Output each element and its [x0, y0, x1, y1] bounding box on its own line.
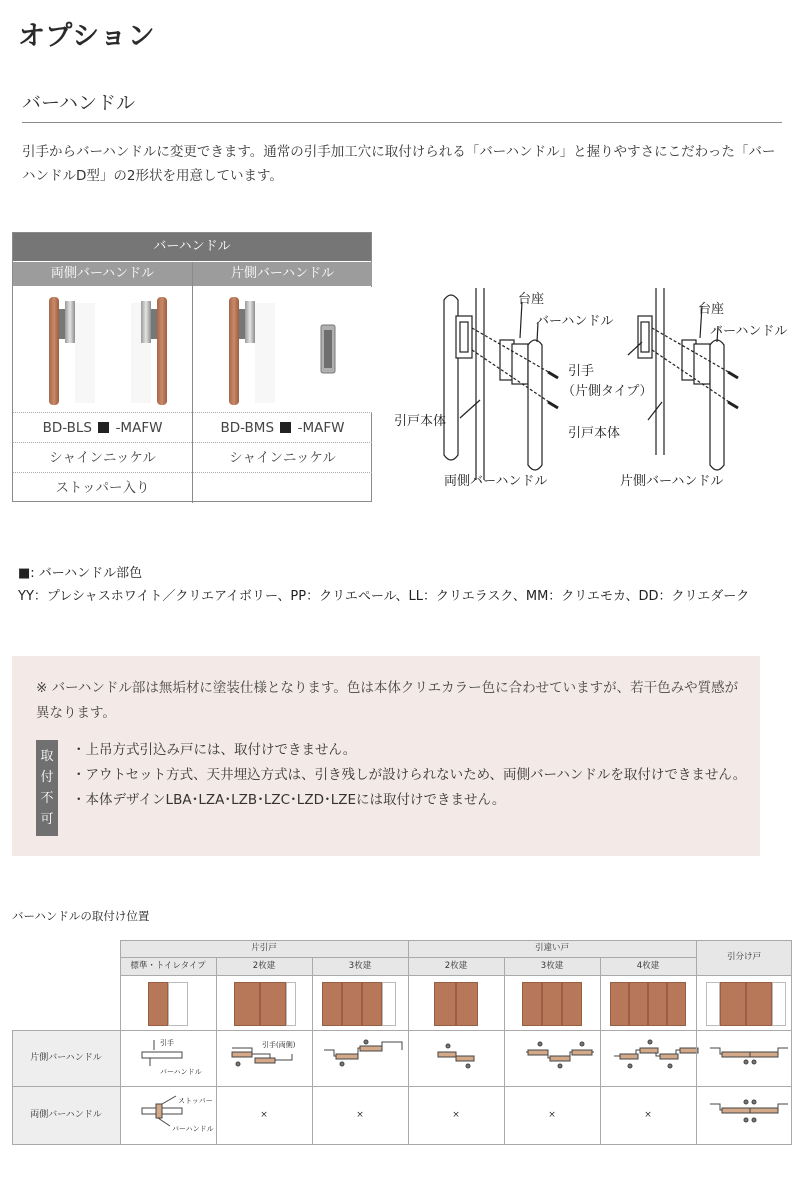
door-opening: [382, 982, 396, 1026]
product-table: [12, 232, 372, 502]
door-opening: [772, 982, 786, 1026]
label-bar-2: バーハンドル: [710, 324, 788, 339]
label-pull-both: 引手(両側): [262, 1041, 296, 1049]
position-table: [12, 940, 792, 1146]
caption-2: 片側バーハンドル: [620, 474, 724, 489]
position-section-title: バーハンドルの取付け位置: [12, 909, 150, 923]
col-header: 4枚建: [600, 957, 696, 975]
door-panel: [148, 982, 168, 1026]
single-handle-image: [193, 287, 372, 412]
restriction-item: ・上吊方式引込み戸には、取付けできません。: [72, 742, 357, 758]
section-title: バーハンドル: [22, 92, 136, 114]
label-bar-both: バーハンドル: [172, 1125, 214, 1133]
door-panel: [667, 982, 686, 1026]
extra-single: [193, 472, 372, 502]
door-panel: [434, 982, 456, 1026]
both-handle-image: [13, 287, 192, 412]
door-panel: [522, 982, 542, 1026]
label-pull-2: 引手: [568, 364, 595, 379]
label-stopper: ストッパー: [178, 1097, 213, 1105]
label-pull-type-2: （片側タイプ）: [562, 384, 653, 399]
row-header-single: 片側バーハンドル: [12, 1030, 120, 1086]
color-swatch-icon: [98, 422, 109, 433]
label-base-1: 台座: [518, 292, 545, 307]
color-swatch-icon: [280, 422, 291, 433]
not-available-mark: ×: [356, 1110, 364, 1120]
restriction-item: ・アウトセット方式、天井埋込方式は、引き残しが設けられないため、両側バーハンドルを取付けできません。: [72, 767, 747, 783]
divider: [22, 122, 782, 123]
code-single-prefix: BD-BMS: [220, 420, 275, 436]
code-single-suffix: -MAFW: [297, 420, 345, 436]
door-panel: [234, 982, 260, 1026]
door-panel: [629, 982, 648, 1026]
col-header: 3枚建: [312, 957, 408, 975]
col-header: 2枚建: [216, 957, 312, 975]
col-header: 2枚建: [408, 957, 504, 975]
door-panel: [260, 982, 286, 1026]
note-paragraph: ※ バーハンドル部は無垢材に塗装仕様となります。色は本体クリエカラー色に合わせていますが、若干色みや質感が異なります。: [36, 680, 739, 721]
col-single-label: 片側バーハンドル: [193, 262, 372, 286]
finish-both: シャインニッケル: [13, 442, 192, 472]
not-installable-badge: 取付不可: [36, 740, 58, 836]
code-both-suffix: -MAFW: [115, 420, 163, 436]
not-available-mark: ×: [548, 1110, 556, 1120]
note-box: [12, 656, 760, 856]
door-panel: [542, 982, 562, 1026]
product-table-header: バーハンドル: [13, 233, 371, 261]
page-title: オプション: [18, 21, 156, 52]
label-bar-1: バーハンドル: [536, 314, 614, 329]
not-available-mark: ×: [452, 1110, 460, 1120]
door-panel: [746, 982, 772, 1026]
label-bar: バーハンドル: [160, 1068, 202, 1076]
installation-diagram: [380, 280, 795, 495]
label-base-2: 台座: [698, 302, 725, 317]
description: 引手からバーハンドルに変更できます。通常の引手加工穴に取付けられる「バーハンドル」と握りやすさにこだわった「バーハンドルD型」の2形状を用意しています。: [22, 144, 776, 184]
door-panel: [562, 982, 582, 1026]
not-available-mark: ×: [644, 1110, 652, 1120]
code-single: [193, 412, 372, 442]
code-both-prefix: BD-BLS: [42, 420, 92, 436]
door-panel: [648, 982, 667, 1026]
finish-single: シャインニッケル: [193, 442, 372, 472]
door-opening: [286, 982, 296, 1026]
legend-colors: YY：プレシャスホワイト／クリエアイボリー、PP：クリエペール、LL：クリエラスク、MM：クリエモカ、DD：クリエダーク: [18, 589, 750, 604]
door-panel: [720, 982, 746, 1026]
row-header-both: 両側バーハンドル: [12, 1086, 120, 1144]
col-both-label: 両側バーハンドル: [13, 262, 192, 286]
col-header: 3枚建: [504, 957, 600, 975]
legend-title: ■: バーハンドル部色: [18, 566, 143, 581]
door-opening: [168, 982, 188, 1026]
extra-both: ストッパー入り: [13, 472, 192, 502]
door-panel: [362, 982, 382, 1026]
group-header-sliding: 引違い戸: [408, 940, 696, 957]
caption-1: 両側バーハンドル: [444, 474, 548, 489]
not-available-mark: ×: [260, 1110, 268, 1120]
restriction-item: ・本体デザインLBA･LZA･LZB･LZC･LZD･LZEには取付けできません。: [72, 792, 506, 808]
restriction-list: [72, 738, 752, 813]
label-body-1: 引戸本体: [394, 414, 447, 429]
door-panel: [322, 982, 342, 1026]
code-both: [13, 412, 192, 442]
door-panel: [456, 982, 478, 1026]
group-header-single: 片引戸: [120, 940, 408, 957]
col-header: 標準・トイレタイプ: [120, 957, 216, 975]
label-body-2: 引戸本体: [568, 426, 621, 441]
door-panel: [610, 982, 629, 1026]
door-panel: [342, 982, 362, 1026]
label-pull: 引手: [160, 1039, 174, 1047]
door-opening: [706, 982, 720, 1026]
group-header-split: 引分け戸: [696, 940, 792, 975]
